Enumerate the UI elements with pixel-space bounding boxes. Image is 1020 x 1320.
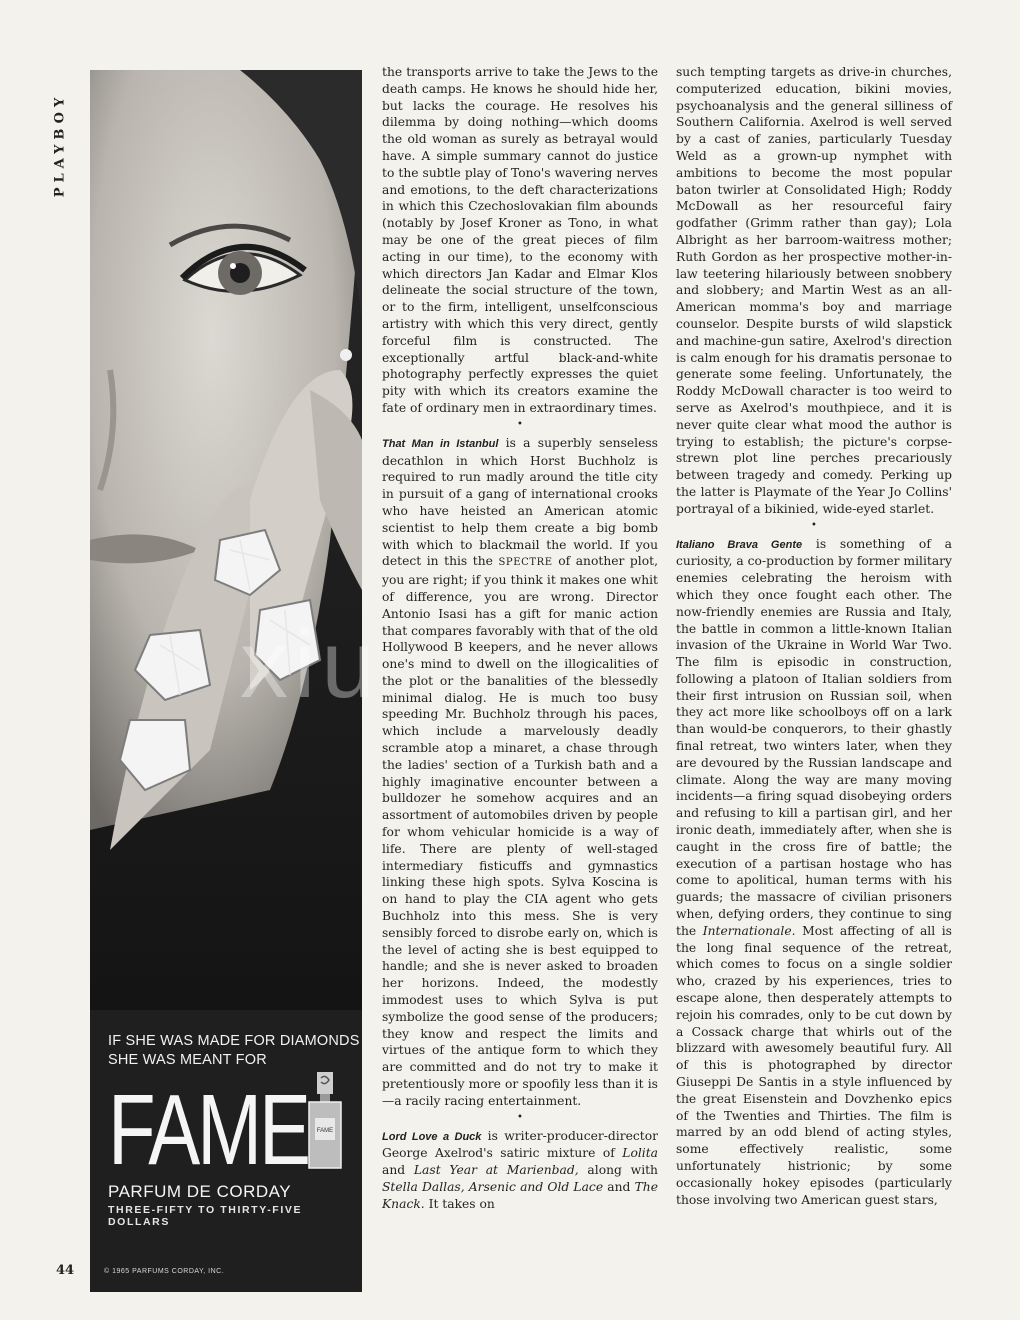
ad-brand-name: FAME [108,1074,308,1186]
masthead-text: PLAYBOY [52,92,68,198]
film-reference: Last Year at Marienbad, [413,1163,579,1178]
paragraph-that-man-in-istanbul [382,435,658,1110]
film-title: Lord Love a Duck [382,1130,482,1143]
page-number: 44 [56,1263,75,1278]
review-text: is a superbly senseless decathlon in which Horst Buchholz is required to run madly around the title city in pursuit of a gang of international crooks who have heisted an American atomic scientist to help them create a big bomb with which to blackmail the world. If you detect in this the [382,435,658,569]
ad-product-name: PARFUM DE CORDAY [108,1182,292,1201]
paragraph-lord-love-a-duck-cont: such tempting targets as drive-in churches, computerized education, bikini movies, psychoanalysis and the general silliness of Southern California. Axelrod is well served by a cast of zanies, particularly Tuesday Weld as a grown-up nymphet with ambitions to become the most popular baton twirler at Consolidated High; Roddy McDowall as her resourceful fairy godfather (Grimm rather than gay); Lola Albright as her barroom-waitress mother; Ruth Gordon as her prospective mother-in-law teetering hilariously between snobbery and slobbery; and Martin West as an all-American momma's boy and marriage counselor. Despite bursts of wild slapstick and machine-gun satire, Axelrod's direction is calm enough for his dramatis personae to generate some feeling. Unfortunately, the Roddy McDowall character is too weird to serve as Axelrod's mouthpiece, and it is never quite clear what mood the author is trying to establish; the picture's corpse-strewn plot line perches precariously between tragedy and comedy. Perking up the latter is Playmate of the Year Jo Collins' portrayal of a bikinied, wide-eyed starlet. [676,65,952,516]
film-title: That Man in Istanbul [382,437,499,450]
review-text: is something of a curiosity, a co-production by former military enemies celebrating the heroism with which they once fought each other. The now-friendly enemies are Russia and Italy, the battle in common a little-known Italian invasion of the Ukraine in World War Two. The film is episodic in construction, following a platoon of Italian soldiers from their first intrusion on Russian soil, when they act more like schoolboys off on a lark than would-be conquerors, to their ghastly final retreat, two winters later, when they are devoured by the Russian landscape and climate. Along the way are many moving incidents—a firing squad disobeying orders and refusing to kill a partisan girl, and her ironic death, immediately after, when she is caught in the cross fire of battle; the execution of a partisan hostage who has come to apolitical, human terms with his guards; the massacre of civilian prisoners when, defying orders, they continue to sing the [676,536,952,938]
bottle-label: FAME [316,1128,334,1134]
review-text: and [382,1163,414,1178]
small-caps-term: SPECTRE [498,557,553,569]
perfume-advertisement [90,70,362,1292]
ad-tagline [108,1032,360,1070]
article-column-1 [382,64,658,1213]
ad-copyright: © 1965 PARFUMS CORDAY, INC. [104,1268,225,1275]
film-reference: Stella Dallas, Arsenic and Old Lace [382,1180,604,1194]
review-separator: • [811,519,817,531]
review-text: is writer-producer-director George Axelrod's satiric mixture of [382,1128,658,1161]
film-reference: The Knack. [382,1180,658,1211]
watermark-text: xiu [240,611,381,718]
ad-tagline-line1: IF SHE WAS MADE FOR DIAMONDS [108,1033,360,1049]
review-separator: • [517,418,523,430]
running-head [48,70,72,220]
paragraph-italiano-brava-gente [676,536,952,1209]
paragraph-lord-love-a-duck [382,1128,658,1213]
article-column-2 [676,64,952,1208]
review-text: It takes on [424,1196,495,1211]
film-title: Italiano Brava Gente [676,538,803,551]
review-text: of another plot, you are right; if you think it makes one whit of difference, you are wrong. Director Antonio Isasi has a gift for manic action that compares favorably with that of the old Hollywood B keepers, and he never allows one's mind to dwell on the illogicalities of the plot or the banalities of the blessedly minimal dialog. He is much too busy speeding Mr. Buchholz through his paces, which include a marvelously deadly scramble atop a minaret, a chase through the ladies' section of a Turkish bath and a highly imaginative encounter between a bulldozer he somehow acquires and an assortment of automobiles driven by people for whom vehicular homicide is a way of life. There are plenty of well-staged intermediary fisticuffs and gymnastics linking these high spots. Sylva Koscina is on hand to play the CIA agent who gets Buchholz into this mess. She is very sensibly forced to disrobe early on, which is the level of acting she is best equipped to handle; and she is never asked to broaden her horizons. Indeed, the modestly immodest uses to which Sylva is put symbolize the good sense of the producers; they know and respect the limits and virtues of the antique form to which they are committed and do not try to make it pretentiously more or spoofily less than it is—a racily racing entertainment. [382,554,658,1108]
perfume-bottle-icon [305,1070,345,1170]
film-reference: Lolita [622,1146,658,1161]
ad-tagline-line2: SHE WAS MEANT FOR [108,1052,267,1068]
ad-price-range: THREE-FIFTY TO THIRTY-FIVE DOLLARS [108,1204,303,1228]
song-reference: Internationale. [702,923,796,938]
paragraph-closing-review: the transports arrive to take the Jews to the death camps. He knows he should hide her, but lacks the courage. He resolves his dilemma by doing nothing—which dooms the old woman as surely as betrayal would have. A simple summary cannot do justice to the subtle play of Tono's wavering nerves and emotions, to the deft characterizations in which this Czechoslovakian film abounds (notably by Josef Kroner as Tono, in what may be one of the great pieces of film acting in our time), to the economy with which directors Jan Kadar and Elmar Klos delineate the social structure of the town, or to the firm, intelligent, unselfconscious artistry with which this very direct, gently forceful film is constructed. The exceptionally artful black-and-white photography perfectly expresses the quiet pity with which its creators examine the fate of ordinary men in extraordinary times. [382,65,658,415]
review-text: Most affecting of all is the long final sequence of the retreat, which comes to focus on a single soldier who, crazed by his experiences, tries to escape alone, then desperately attempts to rejoin his comrades, only to be cut down by a Cossack charge that whirls out of the blizzard with awesomely beautiful fury. All of this is photographed by director Giuseppi De Santis in a style influenced by the great Eisenstein and Dovzhenko epics of the Twenties and Thirties. The film is marred by an odd blend of acting styles, some effectively realistic, some unfortunately histrionic; by some occasionally hokey episodes (particularly those involving two American guest stars, [676,923,952,1207]
review-text: and [603,1180,635,1194]
review-text: along with [578,1163,658,1178]
review-separator: • [517,1111,523,1123]
ad-photo-woman-with-rings [90,70,362,1010]
